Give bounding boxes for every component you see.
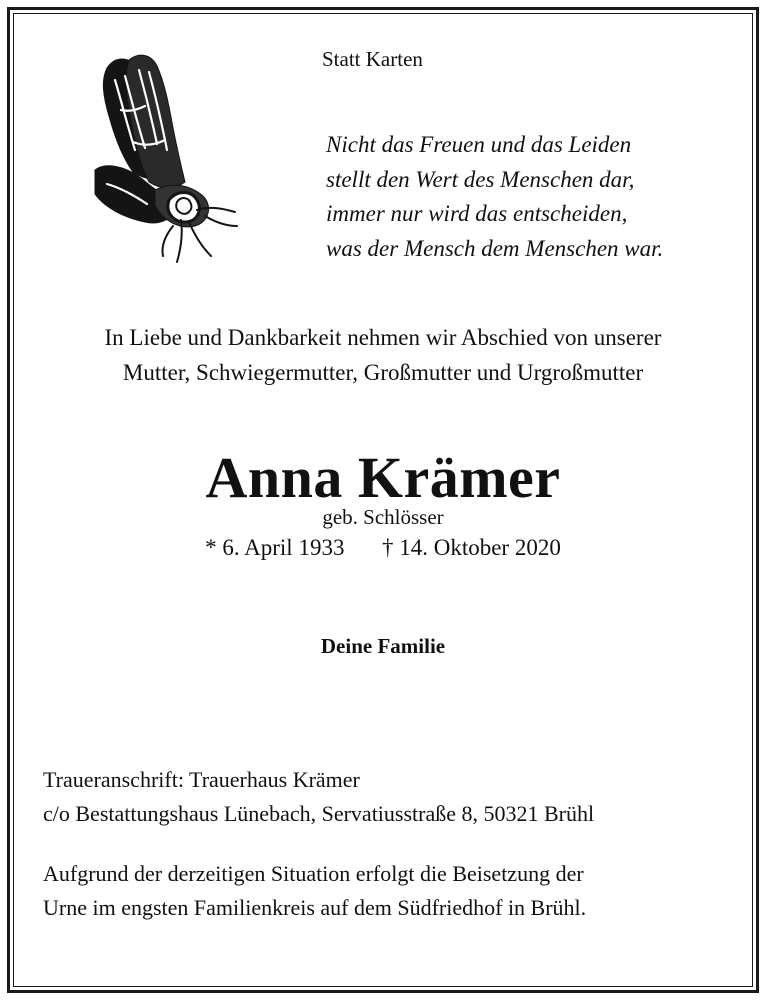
poem-line: stellt den Wert des Menschen dar, bbox=[326, 166, 635, 192]
birth-date: * 6. April 1933 bbox=[205, 535, 345, 560]
mourning-address bbox=[43, 763, 594, 831]
address-line: Traueranschrift: Trauerhaus Krämer bbox=[43, 767, 360, 792]
deceased-name: Anna Krämer bbox=[205, 445, 561, 510]
poem bbox=[326, 128, 663, 266]
burial-note bbox=[43, 857, 586, 925]
intro-line: In Liebe und Dankbarkeit nehmen wir Abschied von unserer bbox=[104, 325, 662, 350]
statt-karten-label: Statt Karten bbox=[322, 47, 423, 71]
family-signature: Deine Familie bbox=[320, 634, 446, 658]
life-dates bbox=[0, 535, 766, 561]
birth-name: geb. Schlösser bbox=[322, 505, 444, 529]
note-line: Urne im engsten Familienkreis auf dem Südfriedhof in Brühl. bbox=[43, 895, 587, 920]
death-date: † 14. Oktober 2020 bbox=[381, 535, 561, 560]
farewell-intro bbox=[0, 320, 766, 390]
address-line: c/o Bestattungshaus Lünebach, Servatiusstraße 8, 50321 Brühl bbox=[43, 801, 595, 826]
poem-line: Nicht das Freuen und das Leiden bbox=[326, 132, 632, 157]
intro-line: Mutter, Schwiegermutter, Großmutter und Urgroßmutter bbox=[122, 360, 644, 385]
poem-line: immer nur wird das entscheiden, bbox=[326, 201, 628, 226]
poem-line: was der Mensch dem Menschen war. bbox=[326, 235, 664, 261]
praying-hands-icon bbox=[85, 50, 245, 270]
note-line: Aufgrund der derzeitigen Situation erfolgt die Beisetzung der bbox=[43, 861, 584, 886]
